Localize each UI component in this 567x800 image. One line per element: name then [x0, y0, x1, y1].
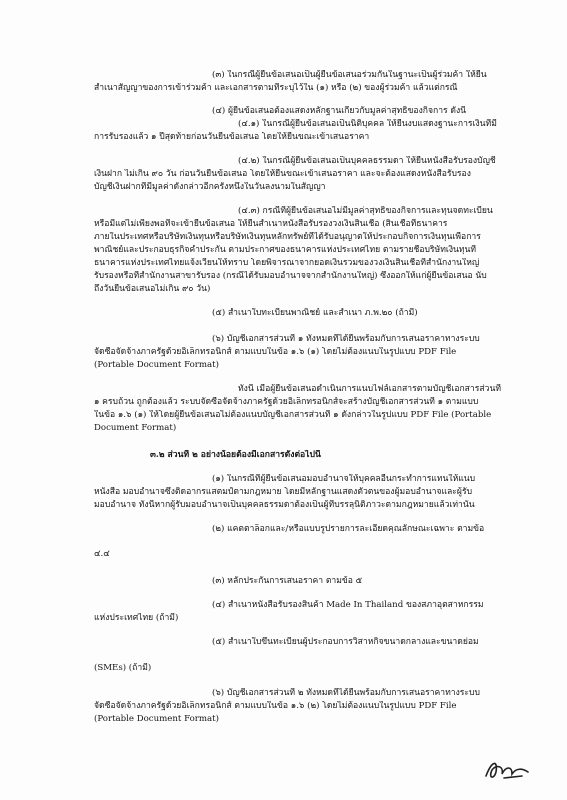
text-line: หรือมีแต่ไม่เพียงพอที่จะเข้ายื่นข้อเสนอ ให้ยื่นสำเนาหนังสือรับรองวงเงินสินเชื่อ (สินเชื่อที่ธนาคาร — [94, 219, 448, 229]
text-line: (๔) ผู้ยื่นข้อเสนอต้องแสดงหลักฐานเกี่ยวกับมูลค่าสุทธิของกิจการ ดังนี้ — [212, 106, 467, 116]
text-line: สำเนาสัญญาของการเข้าร่วมค้า และเอกสารตามที่ระบุไว้ใน (๑) หรือ (๒) ของผู้ร่วมค้า แล้วแต่กรณี — [94, 83, 458, 93]
section-heading: ๓.๒ ส่วนที่ ๒ อย่างน้อยต้องมีเอกสารดังต่อไปนี้ — [150, 450, 321, 460]
text-line: (๒) แคตตาล็อกและ/หรือแบบรูปรายการละเอียดคุณลักษณะเฉพาะ ตามข้อ — [212, 524, 485, 534]
text-line: ทั้งนี้ เมื่อผู้ยื่นข้อเสนอดำเนินการแนบไฟล์เอกสารตามบัญชีเอกสารส่วนที่ — [238, 384, 501, 394]
text-line: บัญชีเงินฝากที่มีมูลค่าดังกล่าวอีกครั้งหนึ่งในวันลงนามในสัญญา — [94, 182, 326, 192]
text-line: (SMEs) (ถ้ามี) — [94, 663, 152, 673]
text-line: (๔.๒) ในกรณีผู้ยื่นข้อเสนอเป็นบุคคลธรรมดา ให้ยื่นหนังสือรับรองบัญชี — [238, 156, 496, 166]
text-line: (๖) บัญชีเอกสารส่วนที่ ๑ ทั้งหมดที่ได้ยื่นพร้อมกับการเสนอราคาทางระบบ — [212, 334, 480, 344]
text-line: แห่งประเทศไทย (ถ้ามี) — [94, 613, 179, 623]
text-line: การรับรองแล้ว ๑ ปีสุดท้ายก่อนวันยื่นข้อเสนอ โดยให้ยื่นขณะเข้าเสนอราคา — [94, 132, 370, 142]
text-line: ถึงวันยื่นข้อเสนอไม่เกิน ๙๐ วัน) — [94, 284, 211, 294]
text-line: เงินฝาก ไม่เกิน ๙๐ วัน ก่อนวันยื่นข้อเสนอ โดยให้ยื่นขณะเข้าเสนอราคา และจะต้องแสดงหนังสือรับรอง — [94, 169, 471, 179]
text-line: (๔) สำเนาหนังสือรับรองสินค้า Made In Thailand ของสภาอุตสาหกรรม — [212, 600, 484, 610]
text-line: (๓) หลักประกันการเสนอราคา ตามข้อ ๕ — [212, 576, 363, 586]
text-line: ๑ ครบถ้วน ถูกต้องแล้ว ระบบจัดซื้อจัดจ้างภาครัฐด้วยอิเล็กทรอนิกส์จะสร้างบัญชีเอกสารส่วนที่ ๑ ตามแบบ — [94, 397, 479, 407]
text-line: (๖) บัญชีเอกสารส่วนที่ ๒ ทั้งหมดที่ได้ยื่นพร้อมกับการเสนอราคาทางระบบ — [212, 688, 480, 698]
text-line: (Portable Document Format) — [94, 360, 219, 370]
text-line: ๔.๔ — [94, 549, 110, 559]
text-line: ภายในประเทศหรือบริษัทเงินทุนหรือบริษัทเงินทุนหลักทรัพย์ที่ได้รับอนุญาตให้ประกอบกิจการเงินทุนเพื่อการ — [94, 232, 481, 242]
handwritten-signature — [482, 756, 534, 782]
text-line: ธนาคารแห่งประเทศไทยแจ้งเวียนให้ทราบ โดยพิจารณาจากยอดเงินรวมของวงเงินสินเชื่อที่สำนักงานใหญ่ — [94, 258, 480, 268]
text-line: พาณิชย์และประกอบธุรกิจค้ำประกัน ตามประกาศของธนาคารแห่งประเทศไทย ตามรายชื่อบริษัทเงินทุนที่ — [94, 245, 477, 255]
text-line: (Portable Document Format) — [94, 714, 219, 724]
text-line: มอบอำนาจ ทั้งนี้หากผู้รับมอบอำนาจเป็นบุคคลธรรมดาต้องเป็นผู้ที่บรรลุนิติภาวะตามกฎหมายแล้วเท่านั้น — [94, 500, 475, 510]
text-line: (๕) สำเนาใบทะเบียนพาณิชย์ และสำเนา ภ.พ.๒๐ (ถ้ามี) — [212, 308, 418, 318]
text-line: ในข้อ ๑.๖ (๑) ให้โดยผู้ยื่นข้อเสนอไม่ต้องแนบบัญชีเอกสารส่วนที่ ๑ ดังกล่าวในรูปแบบ PDF File (Portable — [94, 410, 492, 420]
text-line: หนังสือ มอบอำนาจซึ่งติดอากรแสตมป์ตามกฎหมาย โดยมีหลักฐานแสดงตัวตนของผู้มอบอำนาจและผู้รับ — [94, 487, 473, 497]
text-line: (๕) สำเนาใบขึ้นทะเบียนผู้ประกอบการวิสาหกิจขนาดกลางและขนาดย่อม — [212, 637, 479, 647]
text-line: Document Format) — [94, 423, 177, 433]
text-line: (๔.๓) กรณีที่ผู้ยื่นข้อเสนอไม่มีมูลค่าสุทธิของกิจการและทุนจดทะเบียน — [238, 206, 493, 216]
text-line: (๑) ในกรณีที่ผู้ยื่นข้อเสนอมอบอำนาจให้บุคคลอื่นกระทำการแทนให้แนบ — [212, 474, 476, 484]
text-line: รับรองหรือที่สำนักงานสาขารับรอง (กรณีได้รับมอบอำนาจจากสำนักงานใหญ่) ซึ่งออกให้แก่ผู้ยื่นข้อเสนอ นับ — [94, 271, 487, 281]
text-line: จัดซื้อจัดจ้างภาครัฐด้วยอิเล็กทรอนิกส์ ตามแบบในข้อ ๑.๖ (๒) โดยไม่ต้องแนบในรูปแบบ PDF File — [94, 701, 457, 711]
text-line: (๓) ในกรณีผู้ยื่นข้อเสนอเป็นผู้ยื่นข้อเสนอร่วมกันในฐานะเป็นผู้ร่วมค้า ให้ยื่น — [212, 70, 487, 80]
text-line: (๔.๑) ในกรณีผู้ยื่นข้อเสนอเป็นนิติบุคคล ให้ยื่นงบแสดงฐานะการเงินที่มี — [238, 119, 497, 129]
text-line: จัดซื้อจัดจ้างภาครัฐด้วยอิเล็กทรอนิกส์ ตามแบบในข้อ ๑.๖ (๑) โดยไม่ต้องแนบในรูปแบบ PDF File — [94, 347, 457, 357]
